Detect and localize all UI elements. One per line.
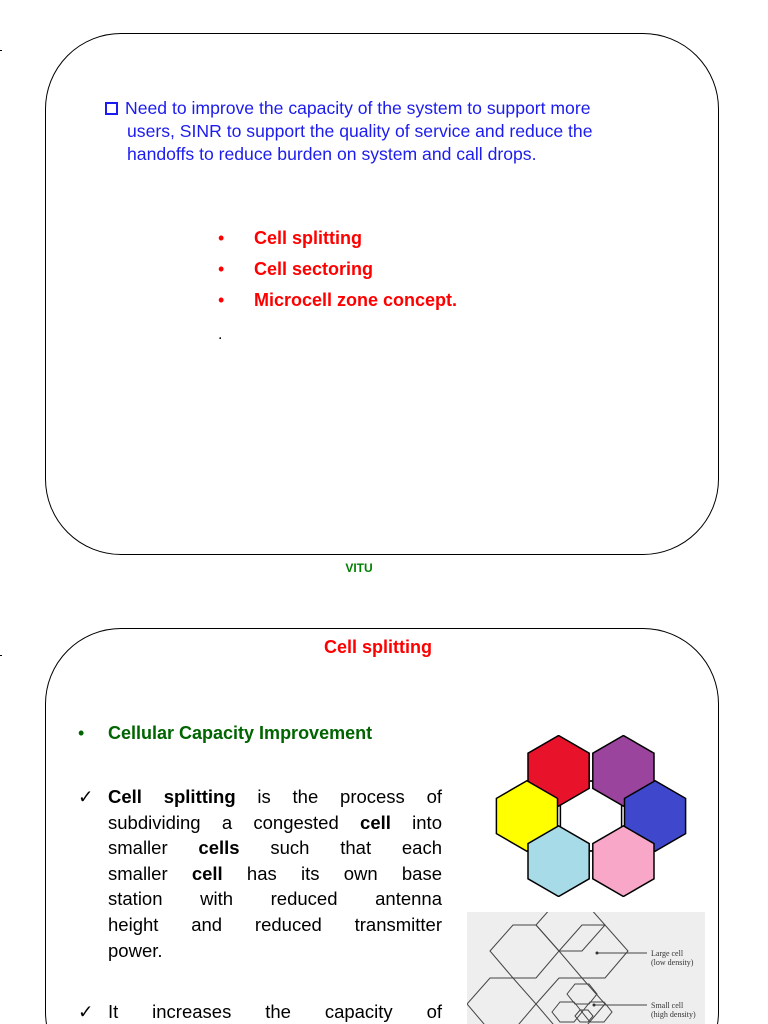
paragraph-line [78, 835, 442, 861]
sub-bullet-label: Cellular Capacity Improvement [108, 723, 373, 743]
intro-line: users, SINR to support the quality of service and reduce the [127, 121, 593, 141]
bullet-icon: • [218, 290, 225, 310]
technique-item [218, 290, 457, 321]
small-cell-label [651, 1001, 696, 1019]
checkmark-icon: ✓ [78, 786, 94, 807]
paragraph-line [78, 861, 442, 887]
small-cell-outline [575, 1010, 593, 1022]
large-cell-outline [536, 912, 605, 951]
bold-term: cell [360, 811, 391, 833]
checkmark-icon: ✓ [78, 1001, 94, 1022]
paragraph-line: station with reduced antenna [108, 888, 442, 910]
large-cell-label [651, 949, 693, 967]
bold-term: cells [198, 837, 240, 859]
label-line: Small cell [651, 1001, 684, 1010]
trailing-dot: . [218, 326, 223, 343]
capacity-paragraph [78, 999, 442, 1024]
small-cell-outline [567, 984, 597, 1004]
paragraph-line [78, 810, 442, 836]
technique-item [218, 228, 457, 259]
bold-term: Cell splitting [108, 786, 236, 807]
technique-list [218, 228, 457, 321]
label-line: Large cell [651, 949, 684, 958]
line-text: into [390, 811, 442, 833]
line-text: smaller [108, 862, 192, 884]
paragraph-line [78, 784, 442, 810]
leader-dot [593, 1004, 596, 1007]
bullet-icon: • [218, 259, 225, 279]
slide-footer: VITU [345, 561, 373, 575]
cell-splitting-definition [78, 784, 442, 963]
line-text: such that each [239, 837, 442, 859]
technique-item [218, 259, 457, 290]
intro-line-text: Need to improve the capacity of the system to support more [125, 98, 591, 118]
intro-line: handoffs to reduce burden on system and call drops. [127, 144, 537, 164]
line-text: has its own base [222, 862, 442, 884]
intro-line [105, 97, 685, 120]
bullet-icon: • [218, 228, 225, 248]
paragraph-line: It increases the capacity of [108, 1001, 442, 1022]
label-line: (high density) [651, 1010, 696, 1019]
technique-label: Cell sectoring [254, 259, 374, 279]
slide-title: Cell splitting [324, 637, 432, 657]
bold-term: cell [191, 862, 223, 884]
technique-label: Microcell zone concept. [254, 290, 458, 310]
line-text: smaller [108, 837, 199, 859]
technique-label: Cell splitting [254, 228, 362, 248]
large-cell-outline [490, 925, 559, 978]
intro-paragraph [105, 97, 685, 166]
paragraph-line: height and reduced transmitter [108, 913, 442, 935]
hexagon-cluster-figure [494, 735, 688, 897]
sub-bullet [78, 723, 372, 744]
checkbox-bullet-icon [105, 102, 118, 115]
page-edge-mark [0, 50, 2, 51]
line-text: subdividing a congested [108, 811, 361, 833]
large-cell-outline [536, 978, 605, 1024]
line-text: is the process of [235, 786, 443, 807]
label-line: (low density) [651, 958, 694, 967]
cell-splitting-diagram [467, 912, 705, 1024]
bullet-icon: • [78, 723, 85, 743]
large-cell-outline [467, 978, 536, 1024]
leader-dot [596, 952, 599, 955]
paragraph-line: power. [108, 939, 163, 961]
